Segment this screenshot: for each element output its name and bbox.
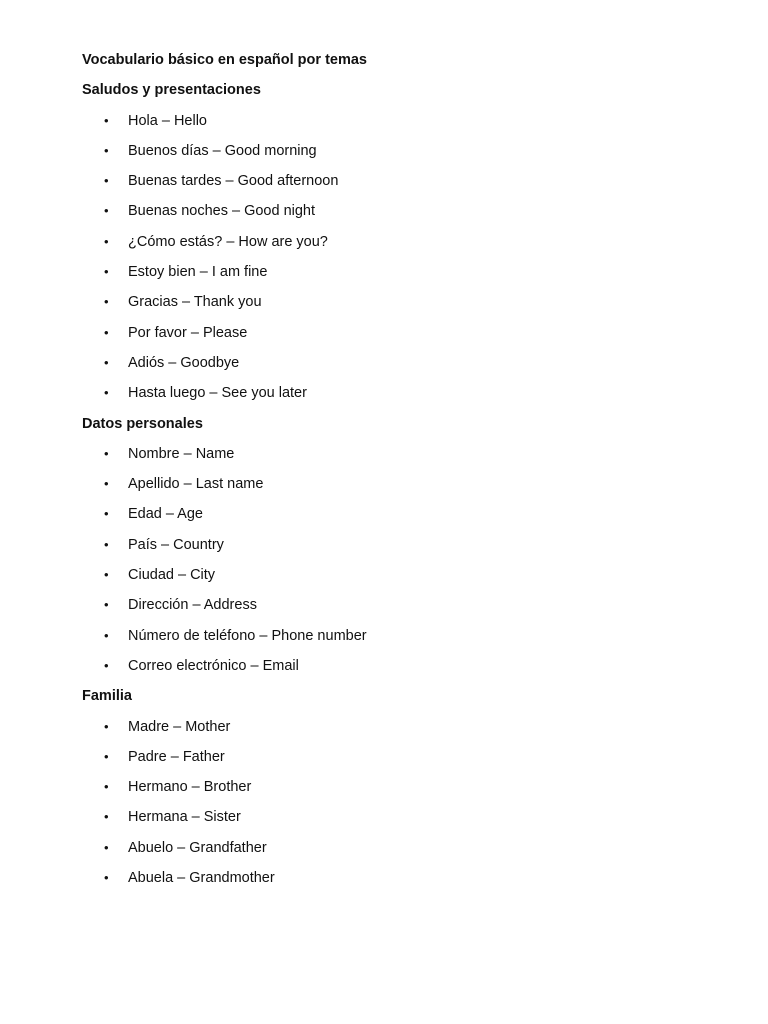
section-personal-data: [82, 413, 682, 677]
list-item: [82, 170, 682, 192]
list-item: [82, 382, 682, 404]
list-item-text: Número de teléfono – Phone number: [128, 627, 367, 644]
list-item: [82, 231, 682, 253]
bullet: •: [104, 657, 109, 673]
list-item-text: Ciudad – City: [128, 567, 216, 584]
list-item-text: Buenos días – Good morning: [128, 142, 317, 159]
document-page: [82, 49, 682, 897]
list-item-text: Padre – Father: [128, 748, 225, 765]
list-item: [82, 564, 682, 586]
list-item-text: Gracias – Thank you: [128, 294, 262, 311]
list-item-text: Hola – Hello: [128, 112, 207, 129]
list-item-text: ¿Cómo estás? – How are you?: [128, 233, 328, 250]
list-item: [82, 140, 682, 162]
list-item-text: Dirección – Address: [128, 597, 257, 614]
list-item: [82, 776, 682, 798]
list-item: [82, 837, 682, 859]
section-family: [82, 685, 682, 889]
list-item: [82, 322, 682, 344]
section-greetings: [82, 79, 682, 404]
list-item: [82, 594, 682, 616]
list-item: [82, 867, 682, 889]
bullet: •: [104, 809, 109, 825]
bullet: •: [104, 536, 109, 552]
bullet: •: [104, 476, 109, 492]
bullet: •: [104, 506, 109, 522]
list-item-text: Estoy bien – I am fine: [128, 264, 268, 281]
list-item: [82, 261, 682, 283]
list-item-text: Apellido – Last name: [128, 476, 264, 493]
list-item-text: Edad – Age: [128, 506, 203, 523]
list-item: [82, 291, 682, 313]
bullet: •: [104, 324, 109, 340]
list-item: [82, 110, 682, 132]
section-heading: Familia: [82, 688, 132, 705]
vocab-list: [82, 443, 682, 677]
bullet: •: [104, 627, 109, 643]
list-item: [82, 716, 682, 738]
bullet: •: [104, 597, 109, 613]
list-item: [82, 534, 682, 556]
list-item-text: Hasta luego – See you later: [128, 385, 307, 402]
bullet: •: [104, 748, 109, 764]
list-item: [82, 443, 682, 465]
bullet: •: [104, 142, 109, 158]
list-item-text: Correo electrónico – Email: [128, 657, 299, 674]
bullet: •: [104, 779, 109, 795]
bullet: •: [104, 264, 109, 280]
document-title: Vocabulario básico en español por temas: [82, 52, 367, 68]
list-item: [82, 503, 682, 525]
list-item: [82, 473, 682, 495]
vocab-list: [82, 716, 682, 889]
bullet: •: [104, 233, 109, 249]
bullet: •: [104, 385, 109, 401]
list-item-text: Madre – Mother: [128, 718, 231, 735]
list-item-text: Buenas tardes – Good afternoon: [128, 173, 339, 190]
list-item: [82, 746, 682, 768]
list-item-text: Nombre – Name: [128, 445, 235, 462]
bullet: •: [104, 839, 109, 855]
bullet: •: [104, 567, 109, 583]
list-item-text: Hermana – Sister: [128, 809, 241, 826]
bullet: •: [104, 203, 109, 219]
section-heading: Saludos y presentaciones: [82, 82, 261, 99]
list-item-text: País – Country: [128, 536, 224, 553]
list-item: [82, 352, 682, 374]
bullet: •: [104, 718, 109, 734]
bullet: •: [104, 294, 109, 310]
list-item-text: Buenas noches – Good night: [128, 203, 316, 220]
section-heading: Datos personales: [82, 415, 203, 432]
list-item: [82, 200, 682, 222]
vocab-list: [82, 110, 682, 405]
list-item: [82, 655, 682, 677]
list-item: [82, 625, 682, 647]
list-item-text: Adiós – Goodbye: [128, 354, 240, 371]
bullet: •: [104, 173, 109, 189]
list-item-text: Abuelo – Grandfather: [128, 839, 267, 856]
bullet: •: [104, 354, 109, 370]
bullet: •: [104, 112, 109, 128]
bullet: •: [104, 445, 109, 461]
list-item-text: Abuela – Grandmother: [128, 870, 275, 887]
bullet: •: [104, 870, 109, 886]
list-item: [82, 806, 682, 828]
list-item-text: Hermano – Brother: [128, 779, 252, 796]
list-item-text: Por favor – Please: [128, 324, 248, 341]
